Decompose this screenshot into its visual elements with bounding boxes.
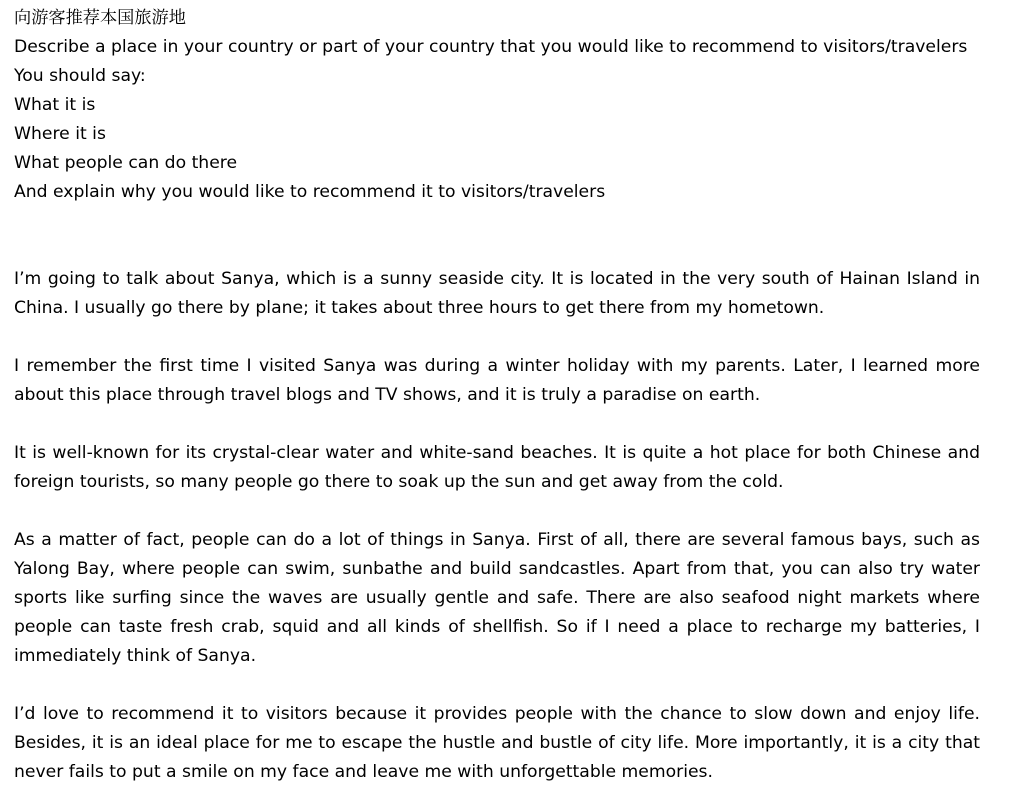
chinese-heading: 向游客推荐本国旅游地: [14, 8, 186, 28]
answer-paragraph-intro: I’m going to talk about Sanya, which is a sunny seaside city. It is located in the very south of Hainan Island in China. I usually go there by plane; it takes about three hours to get there from my hometown.: [14, 269, 980, 318]
answer-paragraph-recommendation: I’d love to recommend it to visitors because it provides people with the chance to slow down and enjoy life. Besides, it is an ideal place for me to escape the hustle and bustle of city life. More importantly, it is a city that never fails to put a smile on my face and leave me with unforgettable memories.: [14, 704, 980, 782]
prompt-section: [14, 4, 980, 207]
prompt-point-what: What it is: [14, 95, 96, 115]
document: [14, 4, 980, 787]
answer-section: [14, 265, 980, 787]
answer-paragraph-activities: As a matter of fact, people can do a lot of things in Sanya. First of all, there are several famous bays, such as Yalong Bay, where people can swim, sunbathe and build sandcastles. Apart from that, you can also try water sports like surfing since the waves are usually gentle and safe. There are also seafood night markets where people can taste fresh crab, squid and all kinds of shellfish. So if I need a place to recharge my batteries, I immediately think of Sanya.: [14, 530, 980, 666]
section-gap: [14, 207, 980, 265]
prompt-point-activities: What people can do there: [14, 153, 238, 173]
prompt-point-where: Where it is: [14, 124, 106, 144]
prompt-question: Describe a place in your country or part of your country that you would like to recommend to visitors/travelers: [14, 37, 968, 57]
prompt-intro: You should say:: [14, 66, 146, 86]
answer-paragraph-first-visit: I remember the first time I visited Sanya was during a winter holiday with my parents. Later, I learned more about this place through travel blogs and TV shows, and it is truly a paradise on earth.: [14, 356, 980, 405]
prompt-point-why: And explain why you would like to recommend it to visitors/travelers: [14, 182, 606, 202]
answer-paragraph-features: It is well-known for its crystal-clear water and white-sand beaches. It is quite a hot place for both Chinese and foreign tourists, so many people go there to soak up the sun and get away from the cold.: [14, 443, 980, 492]
